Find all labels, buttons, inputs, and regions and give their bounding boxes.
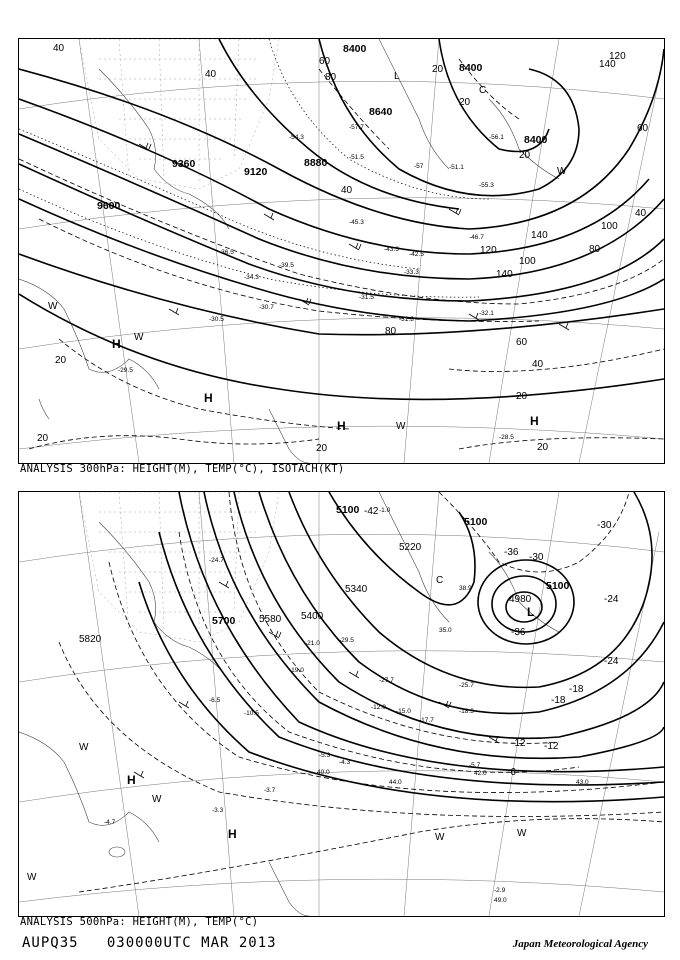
obs-label: -29.5 (339, 637, 354, 644)
temp-label: -55.3 (479, 182, 494, 189)
high-pressure-symbol: H (228, 827, 237, 841)
isotach-label: 60 (516, 337, 528, 348)
isotach-label: 20 (432, 64, 444, 75)
height-label: 8400 (343, 43, 367, 55)
temp-label: -56.1 (489, 134, 504, 141)
isotherm-label: -6 (507, 767, 516, 778)
obs-label: 35.0 (439, 627, 452, 634)
isotach-label: 40 (205, 69, 217, 80)
height-label: 5700 (212, 615, 236, 627)
isotach-label: 20 (516, 391, 528, 402)
obs-label: -6.5 (209, 697, 221, 704)
high-pressure-symbol: H (204, 391, 213, 405)
obs-label: -25.7 (459, 682, 474, 689)
isotach-label: 80 (589, 244, 601, 255)
obs-label: -4.3 (339, 759, 351, 766)
height-contours-500 (139, 492, 664, 802)
warm-symbol: W (48, 301, 58, 312)
temp-label: -39.5 (279, 262, 294, 269)
isotherm-label: -42 (364, 506, 379, 517)
temp-label: -46.7 (469, 234, 484, 241)
isotach-label: 60 (319, 56, 331, 67)
isotach-label: 40 (341, 185, 353, 196)
obs-label: 43.0 (576, 779, 589, 786)
warm-symbol: W (517, 828, 527, 839)
obs-label: -3.7 (264, 787, 276, 794)
isotherm-label: -30 (529, 552, 544, 563)
high-pressure-symbol: H (337, 419, 346, 433)
temp-label: -29.5 (118, 367, 133, 374)
agency-credit: Japan Meteorological Agency (512, 938, 648, 950)
isotach-label: 140 (599, 59, 616, 70)
height-label: 5820 (79, 634, 102, 645)
obs-label: 49.0 (494, 897, 507, 904)
temp-label: -36.5 (219, 249, 234, 256)
isotach-label: 80 (325, 72, 337, 83)
temp-label: -34.3 (244, 274, 259, 281)
obs-label: -18.3 (459, 708, 474, 715)
height-label: 8880 (304, 157, 328, 169)
height-label: 5580 (259, 614, 282, 625)
height-label: 8400 (524, 134, 548, 146)
low-pressure-symbol: L (527, 605, 535, 619)
isotach-label: 20 (55, 355, 67, 366)
isotachs-300 (19, 59, 664, 449)
isotherm-label: -30 (597, 520, 612, 531)
coastlines-500 (19, 492, 559, 916)
high-pressure-symbol: H (127, 773, 136, 787)
warm-symbol: W (134, 332, 144, 343)
height-label: 8400 (459, 62, 483, 74)
isotach-label: 40 (53, 43, 65, 54)
bulletin-header (22, 935, 277, 951)
warm-symbol: W (557, 166, 567, 177)
bulletin-datetime: 030000UTC MAR 2013 (106, 935, 277, 951)
isotherm-label: -24 (604, 656, 619, 667)
obs-label: -3.3 (212, 807, 224, 814)
obs-labels-500 (104, 507, 589, 904)
obs-label: -17.7 (419, 717, 434, 724)
cold-symbol: C (436, 575, 444, 586)
height-labels-500 (79, 504, 570, 645)
coastlines-300 (19, 39, 559, 463)
wind-barbs-300 (139, 143, 569, 330)
panel-500-caption: ANALYSIS 500hPa: HEIGHT(M), TEMP(°C) (20, 916, 259, 928)
obs-label: -12.0 (371, 704, 386, 711)
warm-symbol: W (396, 421, 406, 432)
temp-label: -42.5 (409, 251, 424, 258)
isotach-label: 20 (519, 150, 531, 161)
high-pressure-symbol: H (530, 414, 539, 428)
isotach-label: 100 (519, 256, 536, 267)
isotach-label: 40 (635, 208, 647, 219)
isotach-label: 120 (480, 245, 497, 256)
height-label: 5220 (399, 542, 422, 553)
isotach-label: 120 (609, 51, 626, 62)
temp-label: -57.7 (349, 124, 364, 131)
isotherm-label: -18 (551, 695, 566, 706)
high-pressure-symbol: H (112, 337, 121, 351)
bulletin-code: AUPQ35 (22, 935, 79, 951)
panel-300-caption: ANALYSIS 300hPa: HEIGHT(M), TEMP(°C), ISOTACH(KT) (20, 463, 345, 475)
obs-label: 38.9 (459, 585, 472, 592)
temp-label: -33.3 (404, 269, 419, 276)
obs-label: 44.0 (389, 779, 402, 786)
obs-label: -15.0 (396, 708, 411, 715)
isotach-label: 140 (531, 230, 548, 241)
obs-label: -5.3 (319, 752, 331, 759)
temp-label: -28.5 (499, 434, 514, 441)
height-label: 9600 (97, 200, 121, 212)
temp-label: -45.3 (349, 219, 364, 226)
obs-label: -1.0 (379, 507, 391, 514)
warm-symbol: W (435, 832, 445, 843)
temp-label: -54.3 (289, 134, 304, 141)
isotach-label: 140 (496, 269, 513, 280)
height-label: 5340 (345, 584, 368, 595)
isotherm-label: -12 (544, 741, 559, 752)
map-panel-300hpa (18, 38, 665, 464)
obs-label: -5.7 (469, 762, 481, 769)
temp-label: -30.5 (209, 316, 224, 323)
warm-symbol: W (27, 872, 37, 883)
isotherm-label: -36 (504, 547, 519, 558)
isotach-label: 20 (537, 442, 549, 453)
height-label: 5400 (301, 611, 324, 622)
temp-label: -31.5 (359, 294, 374, 301)
isotach-label: 20 (37, 433, 49, 444)
obs-label: 40.0 (317, 769, 330, 776)
temp-label: -30.7 (259, 304, 274, 311)
temp-label: -43.3 (384, 246, 399, 253)
height-label: 9120 (244, 166, 268, 178)
obs-label: 42.0 (474, 770, 487, 777)
isotherm-label: -36 (511, 627, 526, 638)
temp-label: -32.1 (479, 310, 494, 317)
isotherm-label: -24 (604, 594, 619, 605)
map-300hpa-svg (19, 39, 664, 463)
isotach-label: 40 (532, 359, 544, 370)
temp-label: -51.5 (349, 154, 364, 161)
height-label: 5100 (464, 516, 488, 528)
obs-label: -10.5 (244, 710, 259, 717)
height-label: 4980 (509, 594, 532, 605)
height-label: 5100 (546, 580, 570, 592)
height-label: 5100 (336, 504, 360, 516)
warm-symbol: W (152, 794, 162, 805)
isotach-label: 60 (637, 123, 649, 134)
isotach-label: 20 (316, 443, 328, 454)
isotherm-label: -18 (569, 684, 584, 695)
isotherm-label: -12 (511, 738, 526, 749)
height-label: 8640 (369, 106, 393, 118)
height-label: 9360 (172, 158, 196, 170)
low-pressure-symbol: L (394, 71, 400, 82)
obs-label: -24.7 (209, 557, 224, 564)
temp-label: -51.1 (449, 164, 464, 171)
isotach-label: 100 (601, 221, 618, 232)
isotach-label: 80 (385, 326, 397, 337)
isotach-label: 20 (459, 97, 471, 108)
graticule-300 (19, 39, 664, 463)
map-panel-500hpa (18, 491, 665, 917)
obs-label: -27.7 (379, 677, 394, 684)
cold-symbol: C (479, 85, 487, 96)
obs-label: -21.0 (305, 640, 320, 647)
warm-symbol: W (79, 742, 89, 753)
temp-label: -31.3 (399, 316, 414, 323)
obs-label: -2.9 (494, 887, 506, 894)
obs-label: -19.0 (289, 667, 304, 674)
hatched-region-500 (79, 492, 279, 642)
map-500hpa-svg (19, 492, 664, 916)
obs-label: -4.7 (104, 819, 116, 826)
temp-label: -57 (414, 163, 424, 170)
